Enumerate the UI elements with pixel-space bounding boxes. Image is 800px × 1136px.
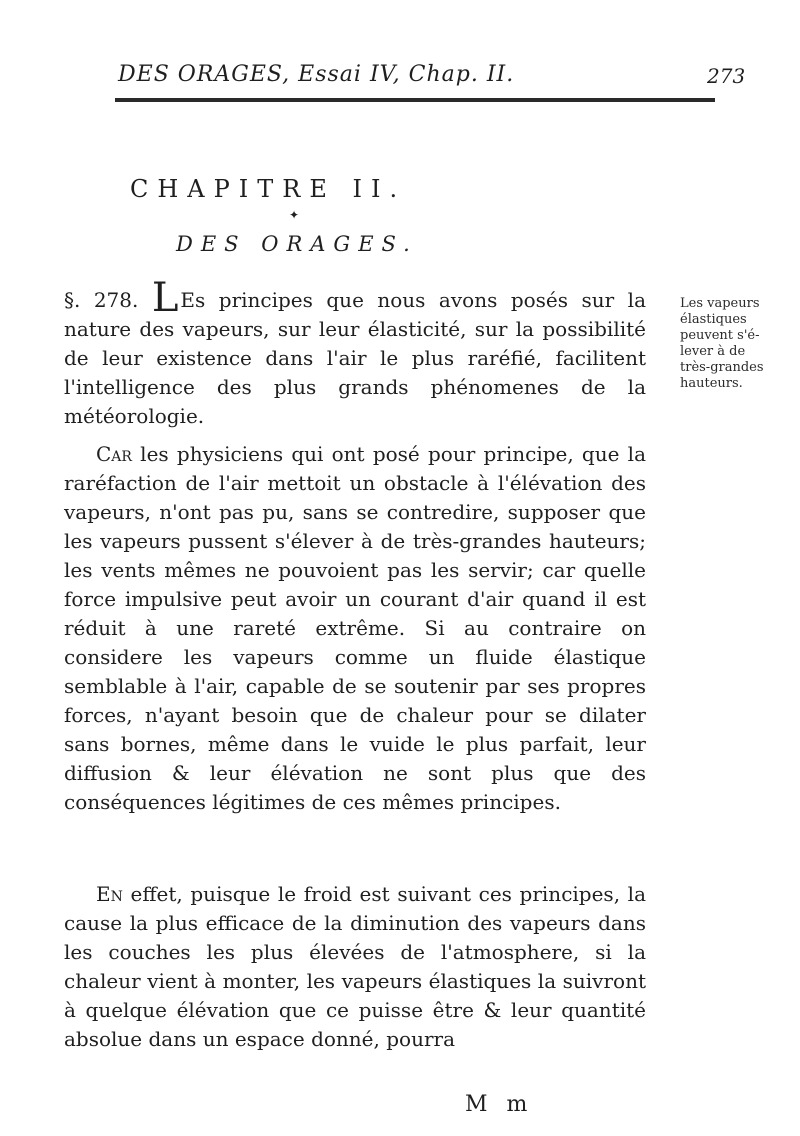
marginal-note-line: élastiques <box>680 312 747 327</box>
page-number: 273 <box>707 64 746 88</box>
paragraph-3-lead: En <box>96 882 123 906</box>
paragraph-2-lead: Car <box>96 442 132 466</box>
running-head <box>0 56 800 96</box>
marginal-note-line: lever à de <box>680 344 746 359</box>
paragraph-3 <box>64 880 646 1054</box>
marginal-note-line: peuvent s'é- <box>680 328 760 343</box>
paragraph-2-text: les physiciens qui ont posé pour principe, que la raréfaction de l'air mettoit un obstacle à l'élévation des vapeurs, n'ont pas pu, sans se contredire, supposer que les vapeurs pussent s'élever à de très-grandes hauteurs; les vents mêmes ne pouvoient pas les servir; car quelle force impulsive peut avoir un courant d'air quand il est réduit à une rareté extrême. Si au contraire on considere les vapeurs comme un fluide élastique semblable à l'air, capable de se soutenir par ses propres forces, n'ayant besoin que de chaleur pour se dilater sans bornes, même dans le vuide le plus parfait, leur diffusion & leur élévation ne sont plus que des conséquences légitimes de ces mêmes principes. <box>64 442 646 814</box>
paragraph-1 <box>64 275 647 431</box>
section-heading: DES ORAGES. <box>176 232 418 256</box>
header-rule <box>115 98 715 102</box>
paragraph-1-text: Es principes que nous avons posés sur la nature des vapeurs, sur leur élasticité, sur la possibilité de leur existence dans l'air le plus raréfié, facilitent l'intelligence des plus grands phénomenes de la météorologie. <box>64 288 647 428</box>
chapter-heading: CHAPITRE II. <box>130 175 407 203</box>
marginal-note-line: hauteurs. <box>680 376 743 391</box>
marginal-note-line: très-grandes <box>680 360 764 375</box>
paragraph-2 <box>64 440 646 817</box>
running-title: DES ORAGES, Essai IV, Chap. II. <box>118 62 515 87</box>
marginal-note-line: Les vapeurs <box>680 296 760 311</box>
drop-cap: L <box>151 275 179 321</box>
ornament-icon: ✦ <box>289 208 300 222</box>
section-number: §. 278. <box>64 288 152 312</box>
marginal-note <box>680 296 786 392</box>
signature-mark: M m <box>465 1092 534 1117</box>
paragraph-3-text: effet, puisque le froid est suivant ces principes, la cause la plus efficace de la diminution des vapeurs dans les couches les plus élevées de l'atmosphere, si la chaleur vient à monter, les vapeurs élastiques la suivront à quelque élévation que ce puisse être & leur quantité absolue dans un espace donné, pourra <box>64 882 646 1051</box>
